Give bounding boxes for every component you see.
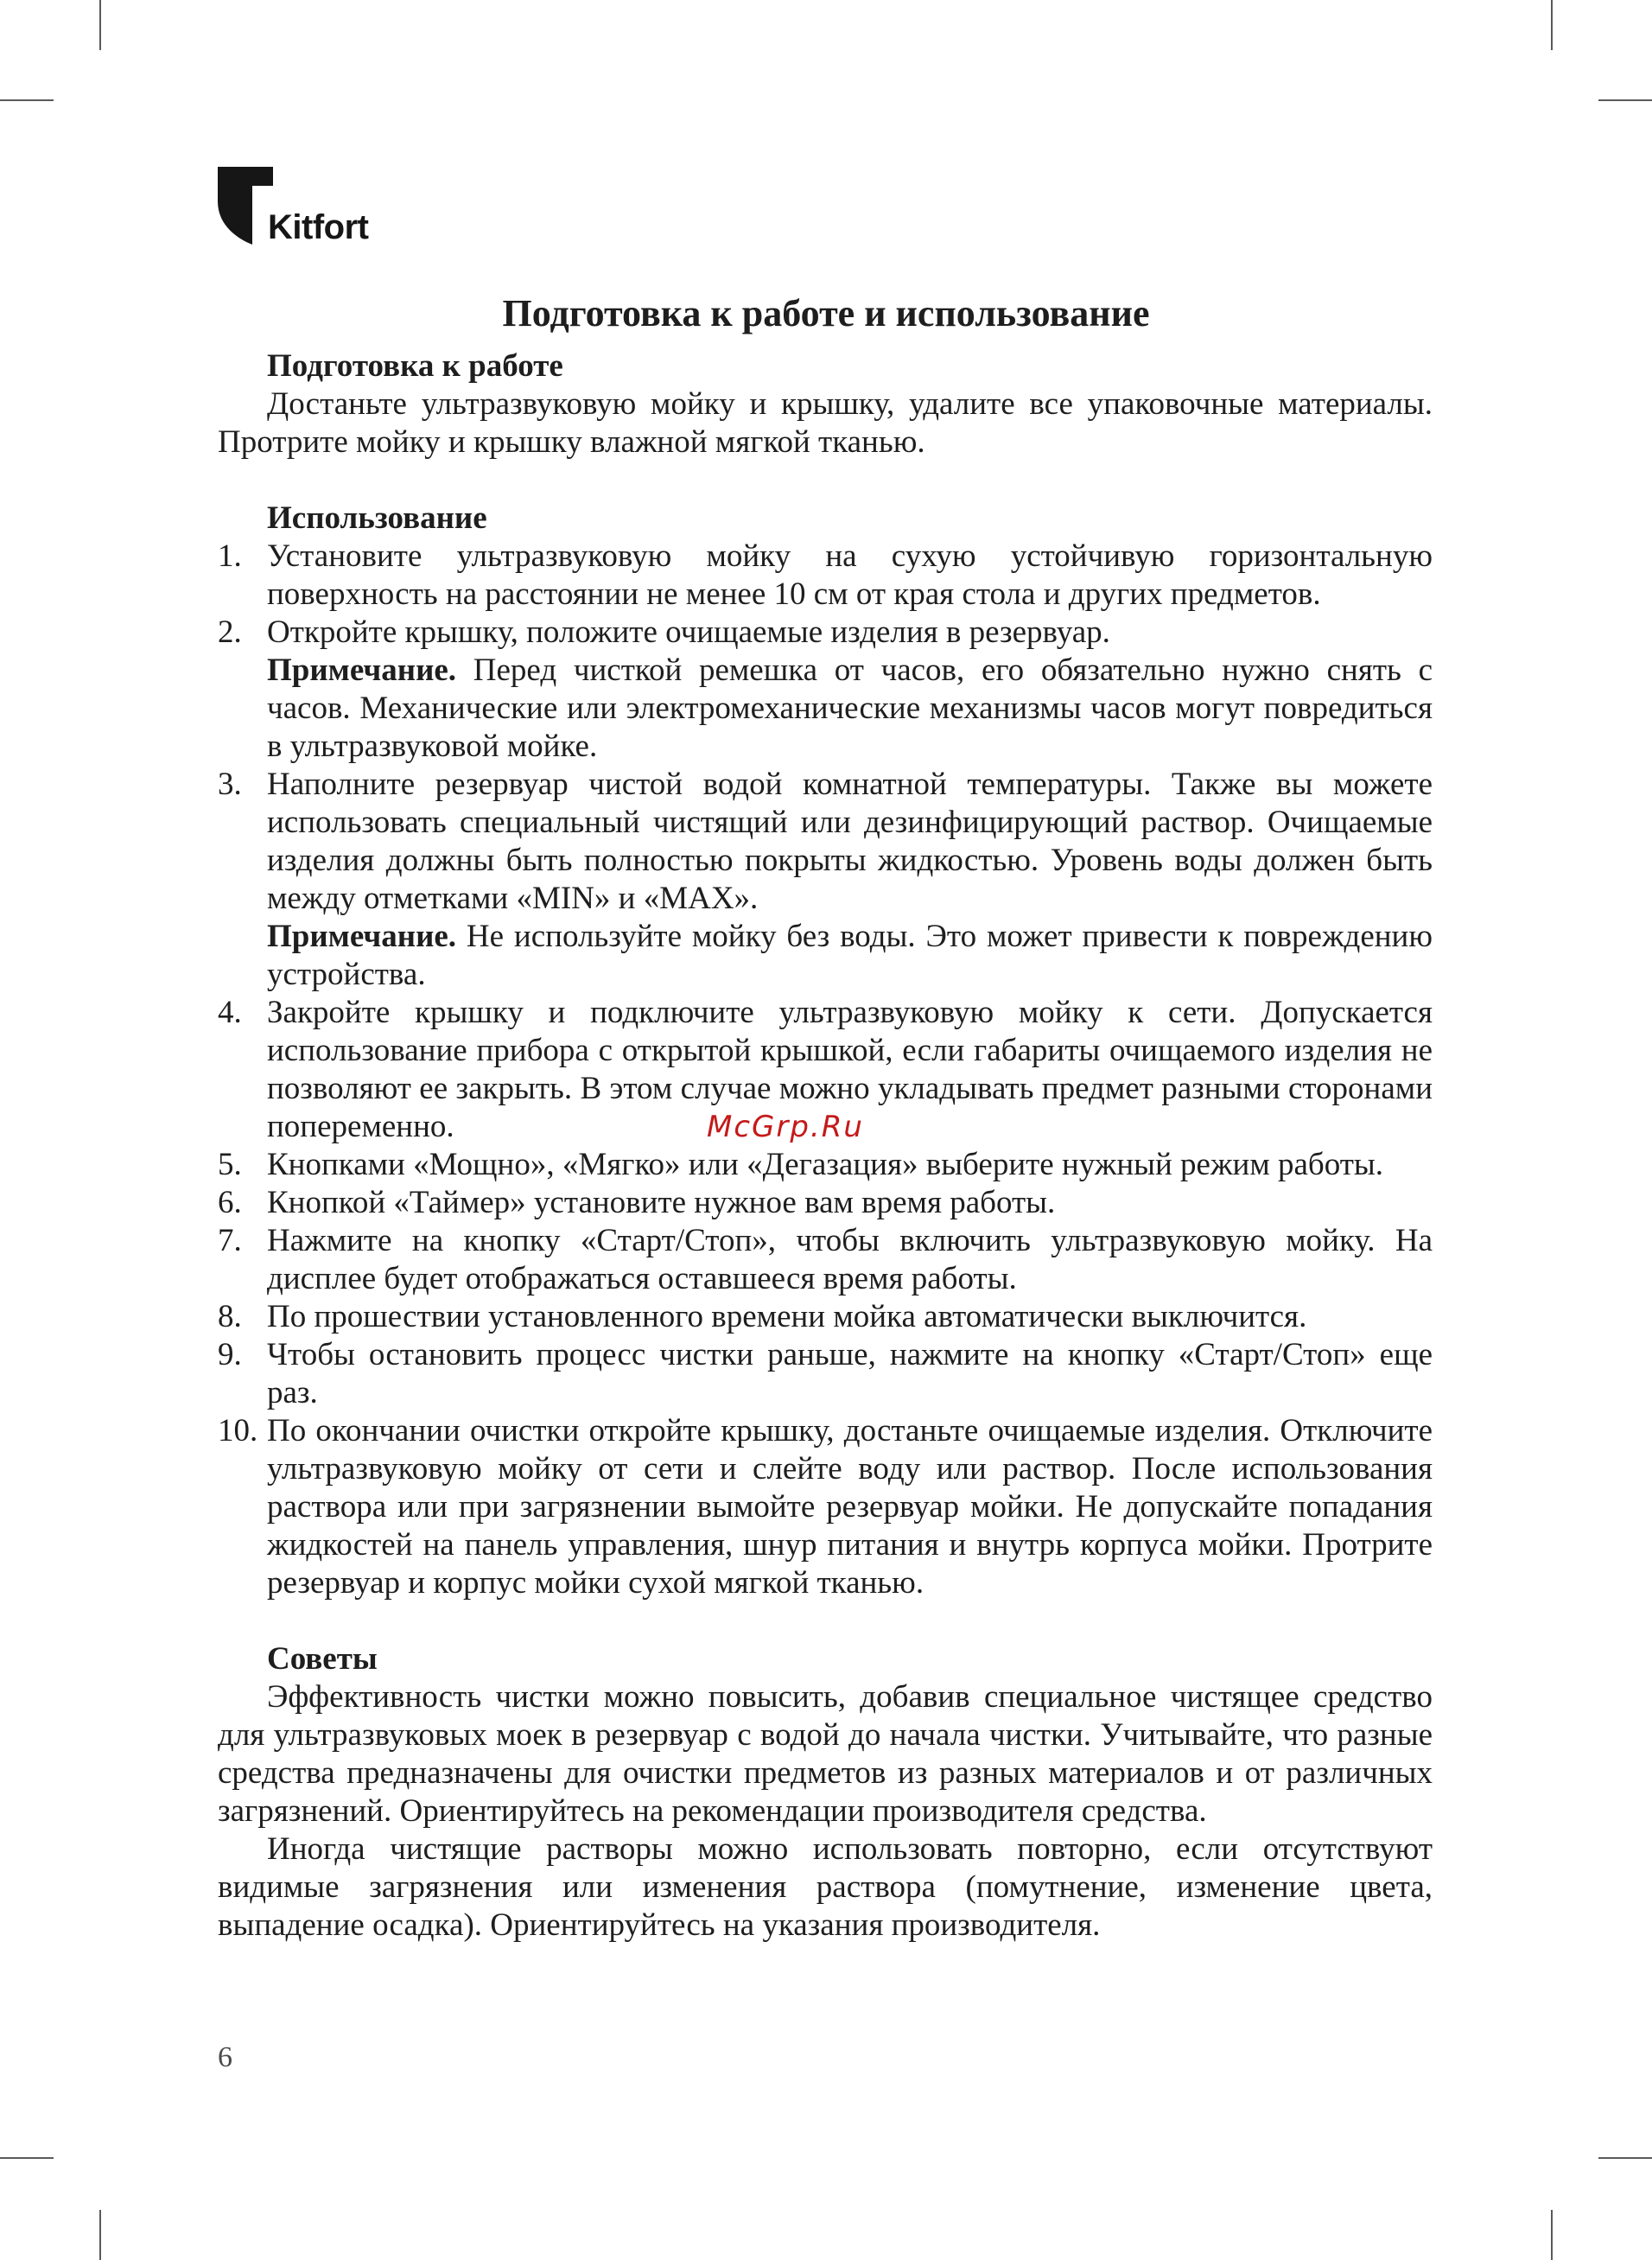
step-text: Закройте крышку и подключите ультразвуковую мойку к сети. Допускается использование прибора с открытой крышкой, если габариты очищаемого изделия не позволяют ее закрыть. В этом случае можно укладывать предмет разными сторонами попеременно. [267,995,1433,1144]
step-text: Чтобы остановить процесс чистки раньше, нажмите на кнопку «Старт/Стоп» еще раз. [267,1337,1433,1410]
list-item [218,1146,1433,1184]
step-text: По прошествии установленного времени мойка автоматически выключится. [267,1299,1307,1334]
list-item [218,1184,1433,1222]
step-number: 5. [218,1147,242,1182]
list-item [218,1222,1433,1298]
step-text: По окончании очистки откройте крышку, достаньте очищаемые изделия. Отключите ультразвуковую мойку от сети и слейте воду или раствор. После использования раствора или при загрязнении вымойте резервуар мойки. Не допускайте попадания жидкостей на панель управления, шнур питания и внутрь корпуса мойки. Протрите резервуар и корпус мойки сухой мягкой тканью. [267,1413,1433,1601]
list-item [218,766,1433,994]
step-number: 3. [218,767,242,802]
crop-mark [99,0,101,50]
list-item [218,1298,1433,1336]
crop-mark [0,2157,54,2159]
step-number: 2. [218,614,242,650]
list-item [218,1412,1433,1602]
step-number: 9. [218,1337,242,1372]
list-item [218,1336,1433,1412]
crop-mark [1598,2157,1652,2159]
step-note [267,652,1433,766]
page-number: 6 [218,2041,232,2073]
preparation-heading: Подготовка к работе [267,348,563,384]
document-body [218,347,1433,1945]
note-label: Примечание. [267,919,457,954]
list-item [218,538,1433,614]
usage-steps [218,538,1433,1602]
note-text: Не используйте мойку без воды. Это может привести к повреждению устройства. [267,919,1433,992]
list-item [218,614,1433,766]
step-number: 7. [218,1223,242,1258]
crop-mark [1598,99,1652,101]
crop-mark [1551,0,1553,50]
step-text: Откройте крышку, положите очищаемые изделия в резервуар. [267,614,1110,650]
preparation-text: Достаньте ультразвуковую мойку и крышку, удалите все упаковочные материалы. Протрите мойку и крышку влажной мягкой тканью. [218,386,1433,460]
step-number: 4. [218,995,242,1030]
logo-text: Kitfort [268,208,369,246]
page-title: Подготовка к работе и использование [502,292,1150,335]
crop-mark [1551,2210,1553,2260]
step-text: Кнопками «Мощно», «Мягко» или «Дегазация» выберите нужный режим работы. [267,1147,1384,1182]
tips-paragraph: Иногда чистящие растворы можно использовать повторно, если отсутствуют видимые загрязнения или изменения раствора (помутнение, изменение цвета, выпадение осадка). Ориентируйтесь на указания производителя. [218,1831,1433,1943]
step-number: 10. [218,1413,258,1448]
crop-mark [0,99,54,101]
tips-paragraph: Эффективность чистки можно повысить, добавив специальное чистящее средство для ультразвуковых моек в резервуар с водой до начала чистки. Учитывайте, что разные средства предназначены для очистки предметов из разных материалов и от различных загрязнений. Ориентируйтесь на рекомендации производителя средства. [218,1679,1433,1829]
watermark: McGrp.Ru [707,1110,864,1144]
step-text: Установите ультразвуковую мойку на сухую устойчивую горизонтальную поверхность на расстоянии не менее 10 см от края стола и других предметов. [267,538,1433,612]
step-text: Кнопкой «Таймер» установите нужное вам время работы. [267,1185,1056,1220]
kitfort-logo [218,167,391,250]
note-label: Примечание. [267,653,457,688]
tips-heading: Советы [267,1641,378,1677]
step-text: Наполните резервуар чистой водой комнатной температуры. Также вы можете использовать специальный чистящий или дезинфицирующий раствор. Очищаемые изделия должны быть полностью покрыты жидкостью. Уровень воды должен быть между отметками «MIN» и «MAX». [267,767,1433,916]
step-number: 8. [218,1299,242,1334]
step-number: 6. [218,1185,242,1220]
step-text: Нажмите на кнопку «Старт/Стоп», чтобы включить ультразвуковую мойку. На дисплее будет отображаться оставшееся время работы. [267,1223,1433,1296]
note-text: Перед чисткой ремешка от часов, его обязательно нужно снять с часов. Механические или электромеханические механизмы часов могут повредиться в ультразвуковой мойке. [267,653,1433,764]
usage-heading: Использование [267,500,487,536]
crop-mark [99,2210,101,2260]
step-number: 1. [218,538,242,574]
step-note [267,918,1433,994]
